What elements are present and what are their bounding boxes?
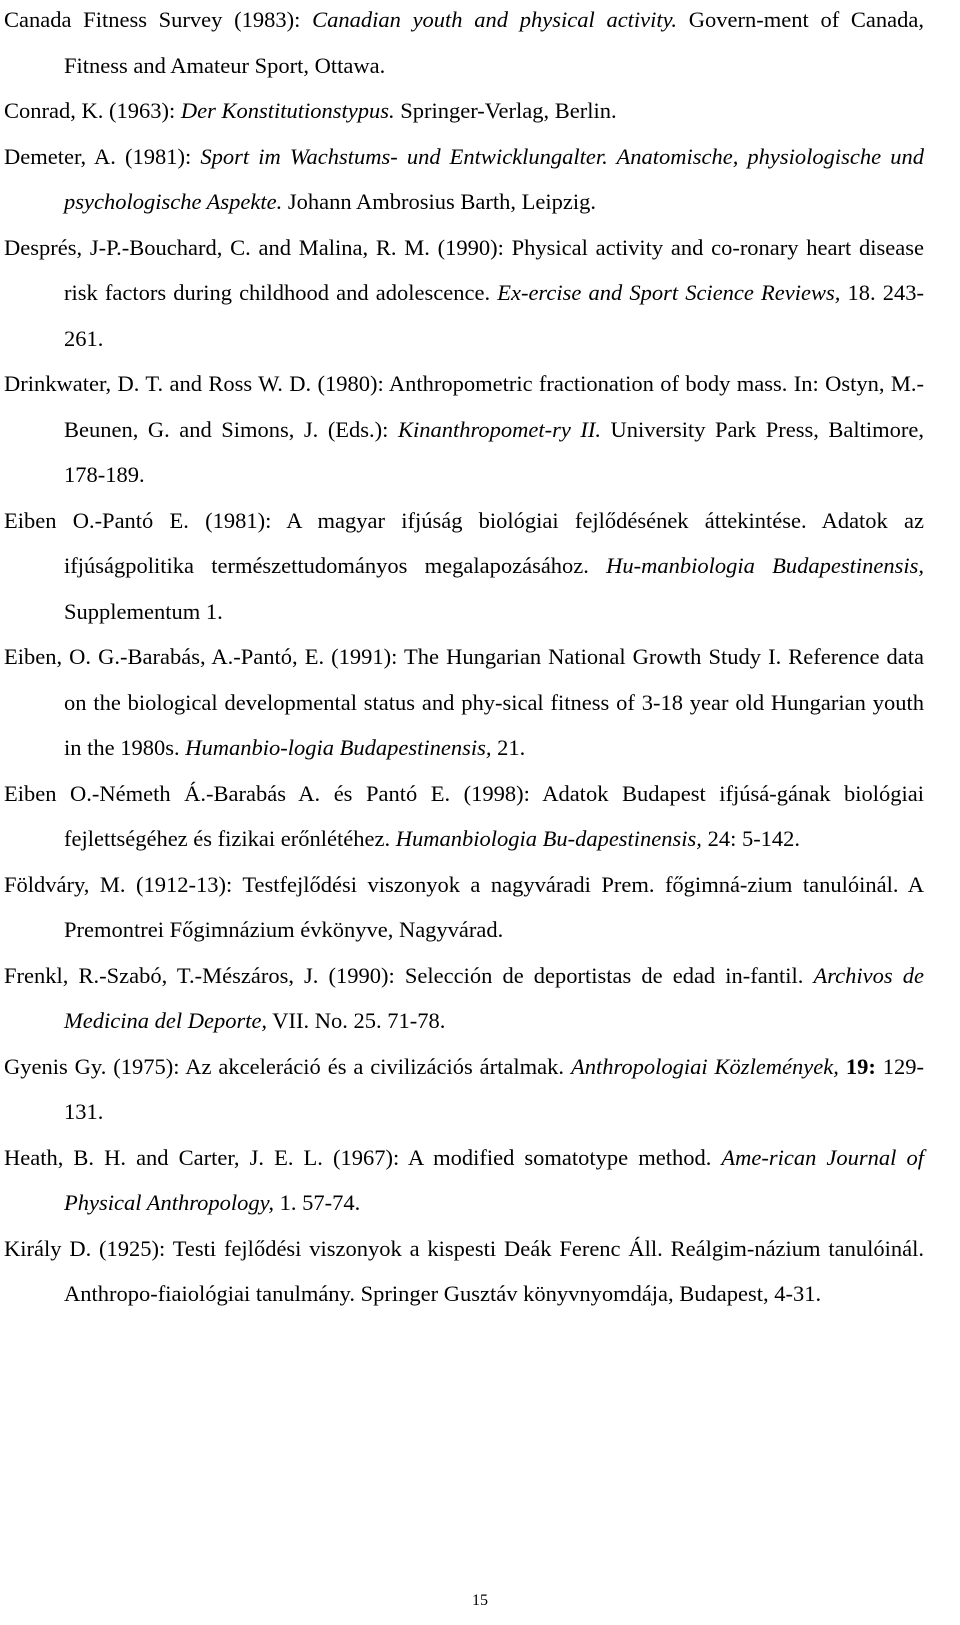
- reference-title-italic: Hu-manbiologia Budapestinensis,: [606, 553, 924, 578]
- reference-title-italic: Humanbio-logia Budapestinensis,: [185, 735, 492, 760]
- reference-entry: [4, 1044, 924, 1135]
- reference-text: Eiben O.-Németh Á.-Barabás A. és Pantó E. (1998): Adatok Budapest ifjúsá-gának biológiai fejlettségéhez és fizikai erőnlétéhez.: [4, 780, 924, 851]
- reference-entry: [4, 88, 924, 134]
- reference-text: Gyenis Gy. (1975): Az akceleráció és a civilizációs ártalmak.: [4, 1053, 571, 1079]
- page-number: 15: [472, 1592, 488, 1609]
- reference-volume-bold: 19:: [845, 1053, 876, 1079]
- reference-text: 18. 243-261.: [64, 280, 924, 351]
- reference-text: Després, J-P.-Bouchard, C. and Malina, R. M. (1990): Physical activity and co-ronary heart disease risk factors during childhood and adolescence.: [4, 234, 924, 305]
- reference-entry: [4, 862, 924, 953]
- reference-entry: [4, 134, 924, 225]
- reference-text: Supplementum 1.: [64, 598, 223, 624]
- reference-text: Heath, B. H. and Carter, J. E. L. (1967): A modified somatotype method.: [4, 1144, 722, 1170]
- reference-title-italic: Canadian youth and physical activity.: [312, 7, 678, 32]
- reference-entry: [4, 771, 924, 862]
- reference-text: 129-131.: [64, 1053, 925, 1124]
- reference-text: Demeter, A. (1981):: [4, 143, 201, 169]
- reference-text: VII. No. 25. 71-78.: [267, 1008, 446, 1033]
- reference-title-italic: Anthropologiai Közlemények,: [570, 1053, 839, 1079]
- reference-text: Földváry, M. (1912-13): Testfejlődési viszonyok a nagyváradi Prem. főgimná-zium tanulóinál. A Premontrei Főgimnázium évkönyve, Nagyvárad.: [4, 871, 924, 942]
- reference-list: [4, 0, 924, 1317]
- reference-text: Király D. (1925): Testi fejlődési viszonyok a kispesti Deák Ferenc Áll. Reálgim-názium tanulóinál. Anthropo-fiaiológiai tanulmány. Springer Gusztáv könyvnyomdája, Budapest, 4-31.: [4, 1235, 924, 1306]
- reference-text: Eiben O.-Pantó E. (1981): A magyar ifjúság biológiai fejlődésének áttekintése. Adatok az ifjúságpolitika természettudományos megalapozásához.: [4, 507, 924, 578]
- reference-title-italic: Kinanthropomet-ry II.: [397, 416, 601, 442]
- reference-title-italic: Sport im Wachstums- und Entwicklungalter. Anatomische, physiologische und psychologische Aspekte.: [64, 143, 925, 214]
- reference-text: 24: 5-142.: [701, 826, 801, 851]
- reference-entry: [4, 361, 924, 498]
- reference-text: Springer-Verlag, Berlin.: [394, 98, 617, 123]
- reference-entry: [4, 0, 924, 88]
- reference-entry: [4, 1226, 924, 1317]
- reference-text: 21.: [491, 735, 526, 760]
- reference-title-italic: Humanbiologia Bu-dapestinensis,: [395, 826, 702, 851]
- reference-text: Eiben, O. G.-Barabás, A.-Pantó, E. (1991): The Hungarian National Growth Study I. Reference data on the biological developmental status and phy-sical fitness of 3-18 year old Hungarian youth in the 1980s.: [4, 644, 924, 760]
- reference-text: Canada Fitness Survey (1983):: [4, 7, 313, 32]
- reference-entry: [4, 1135, 924, 1226]
- reference-text: Govern-ment of Canada, Fitness and Amateur Sport, Ottawa.: [64, 7, 924, 78]
- reference-text: [839, 1054, 846, 1079]
- reference-title-italic: Ex-ercise and Sport Science Reviews,: [497, 280, 841, 305]
- reference-text: Drinkwater, D. T. and Ross W. D. (1980): Anthropometric fractionation of body mass. In: Ostyn, M.-Beunen, G. and Simons, J. (Eds.):: [4, 371, 924, 442]
- reference-title-italic: Ame-rican Journal of Physical Anthropology,: [64, 1144, 924, 1215]
- reference-text: 1. 57-74.: [273, 1190, 361, 1215]
- reference-text: University Park Press, Baltimore, 178-189.: [64, 416, 925, 487]
- reference-title-italic: Der Konstitutionstypus.: [180, 98, 395, 123]
- reference-entry: [4, 953, 924, 1044]
- reference-entry: [4, 225, 924, 362]
- reference-entry: [4, 634, 924, 771]
- reference-title-italic: Archivos de Medicina del Deporte,: [64, 962, 924, 1033]
- reference-entry: [4, 498, 924, 635]
- reference-text: Conrad, K. (1963):: [4, 98, 181, 123]
- reference-text: Johann Ambrosius Barth, Leipzig.: [282, 189, 596, 214]
- reference-text: Frenkl, R.-Szabó, T.-Mészáros, J. (1990): Selección de deportistas de edad in-fantil.: [4, 962, 814, 988]
